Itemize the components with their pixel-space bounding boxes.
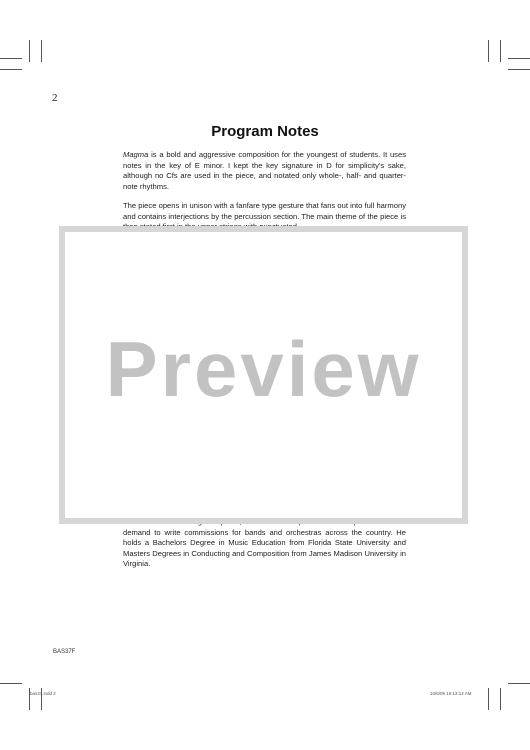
crop-mark-bottom-right-h [508,683,530,684]
footer-timestamp: 10/6/09 10:13:12 AM [430,691,472,696]
crop-mark-top-right-v2 [488,40,489,62]
crop-mark-top-left-h [0,58,22,59]
paragraph-composer-bio: demand to write commissions for bands and orchestras across the country. He holds a Bachelors Degree in Music Education from Florida State University and Masters Degrees in Conducting and Composition from James Madison University in Virginia. [123,527,406,569]
crop-mark-bottom-right-v2 [488,688,489,710]
page-title: Program Notes [211,123,319,140]
crop-mark-top-right-v [500,40,501,62]
preview-watermark-label: Preview [105,325,422,413]
footer-file-name: bas37.indd 2 [30,691,56,696]
crop-mark-top-left-v [29,40,30,62]
catalog-code: BAS37F [53,649,76,655]
page-number: 2 [52,92,58,104]
paragraph-structure: The piece opens in unison with a fanfare type gesture that fans out into full harmony and contains interjections by the percussion section. The main theme of the piece is [123,201,406,221]
crop-mark-bottom-left-h [0,683,22,684]
crop-mark-top-left-h2 [0,69,22,70]
crop-mark-top-left-v2 [41,40,42,62]
crop-mark-bottom-right-v [500,688,501,710]
paragraph-intro [123,150,406,192]
crop-mark-top-right-h [508,58,530,59]
paragraph-intro-text: is a bold and aggressive composition for the youngest of students. It uses notes in the key of E minor. I kept the key signature in D for simplicity's sake, although no Cfs are used in the piece, and notated only whole-, half- and quarter-note rhythms. [123,150,406,191]
piece-title-emphasis: Magma [123,150,149,159]
crop-mark-top-right-h2 [508,69,530,70]
preview-watermark-overlay [59,226,468,524]
